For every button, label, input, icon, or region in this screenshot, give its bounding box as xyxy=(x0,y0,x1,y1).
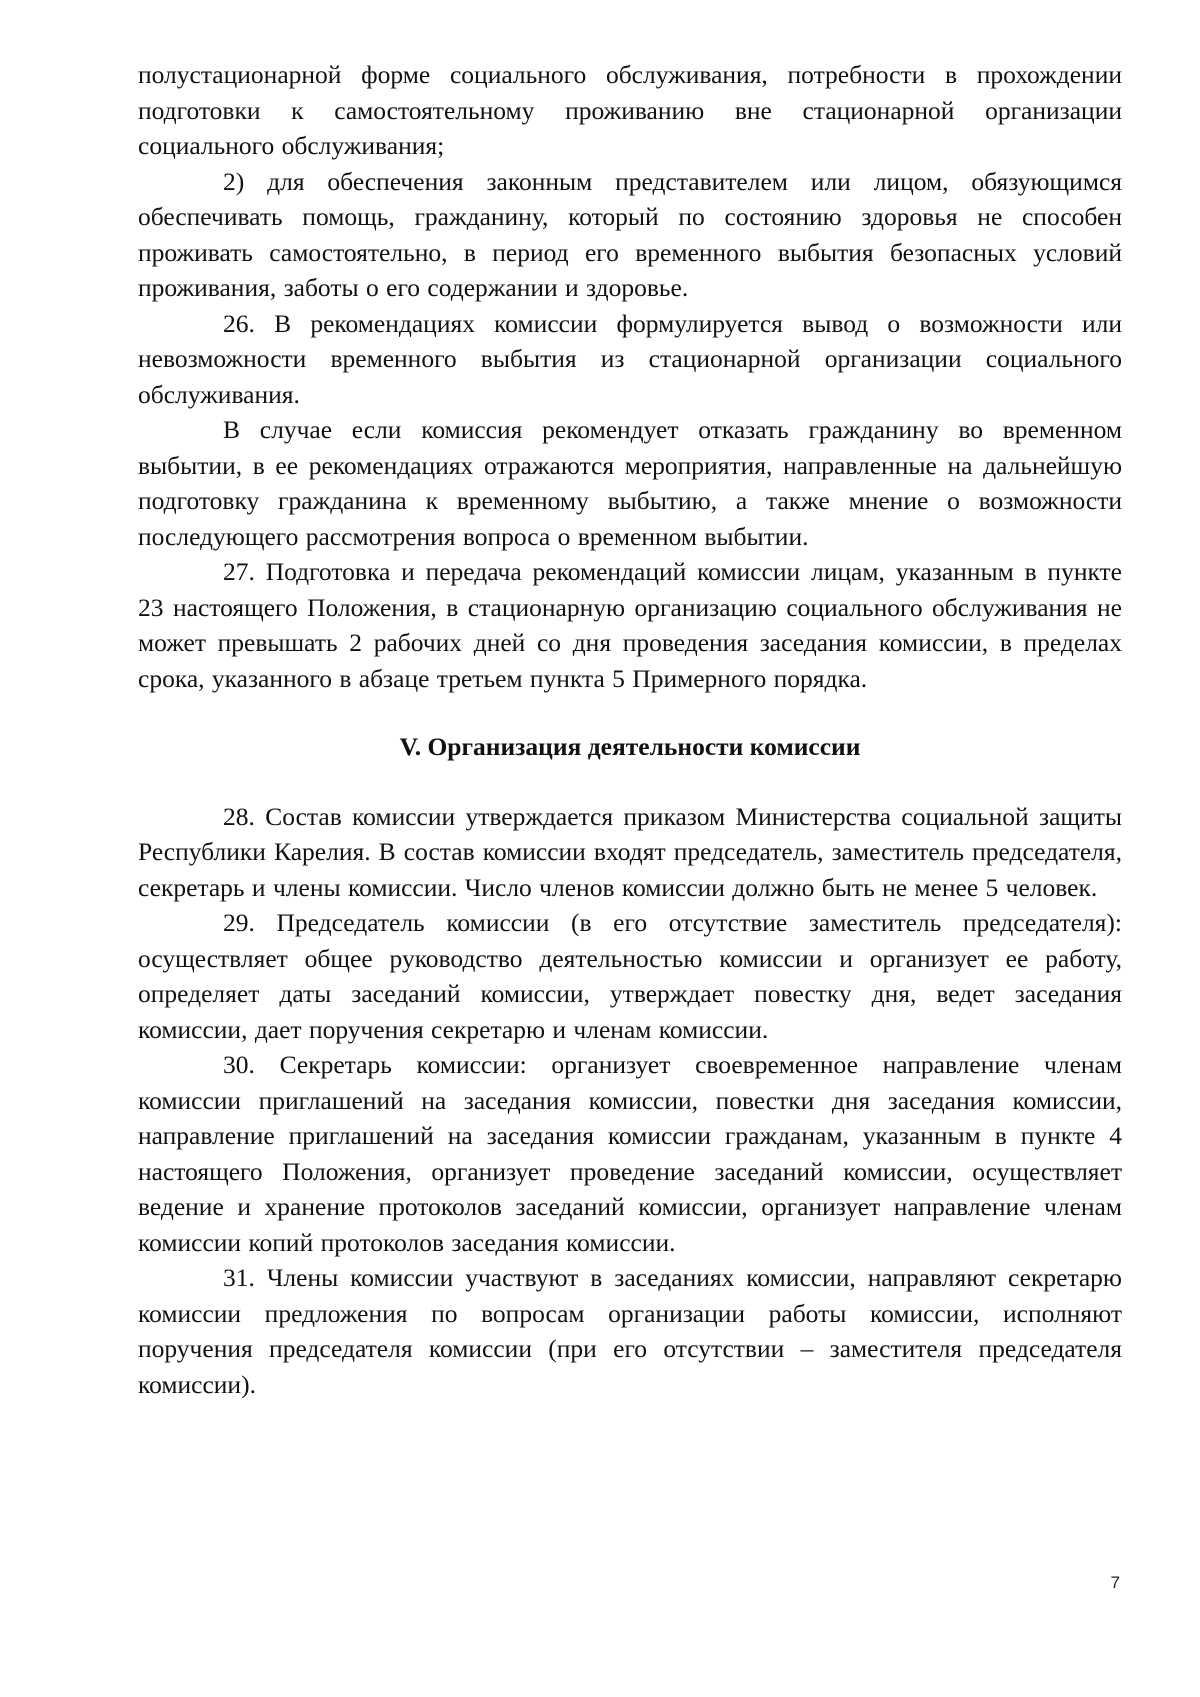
paragraph-27: 27. Подготовка и передача рекомендаций комиссии лицам, указанным в пункте 23 настоящего Положения, в стационарную организацию социального обслуживания не может превышать 2 рабочих дней со дня проведения заседания комиссии, в пределах срока, указанного в абзаце третьем пункта 5 Примерного порядка. xyxy=(138,557,1122,693)
paragraph-continuation: полустационарной форме социального обслуживания, потребности в прохождении подготовки к самостоятельному проживанию вне стационарной организации социального обслуживания; xyxy=(138,60,1122,160)
paragraph-31: 31. Члены комиссии участвуют в заседаниях комиссии, направляют секретарю комиссии предложения по вопросам организации работы комиссии, исполняют поручения председателя комиссии (при его отсутствии – заместителя председателя комиссии). xyxy=(138,1263,1122,1399)
page-number: 7 xyxy=(1110,1573,1120,1592)
paragraph-30: 30. Секретарь комиссии: организует своевременное направление членам комиссии приглашений на заседания комиссии, повестки дня заседания комиссии, направление приглашений на заседания комиссии гражданам, указанным в пункте 4 настоящего Положения, организует проведение заседаний комиссии, осуществляет ведение и хранение протоколов заседаний комиссии, организует направление членам комиссии копий протоколов заседания комиссии. xyxy=(138,1050,1122,1257)
paragraph-26-refusal: В случае если комиссия рекомендует отказать гражданину во временном выбытии, в ее рекомендациях отражаются мероприятия, направленные на дальнейшую подготовку гражданина к временному выбытию, а также мнение о возможности последующего рассмотрения вопроса о временном выбытии. xyxy=(138,415,1122,551)
spacer xyxy=(138,765,1122,799)
page-content xyxy=(138,57,1122,1402)
paragraph-29: 29. Председатель комиссии (в его отсутствие заместитель председателя): осуществляет общее руководство деятельностью комиссии и организует ее работу, определяет даты заседаний комиссии, утверждает повестку дня, ведет заседания комиссии, дает поручения секретарю и членам комиссии. xyxy=(138,908,1122,1044)
spacer xyxy=(138,696,1122,729)
paragraph-26: 26. В рекомендациях комиссии формулируется вывод о возможности или невозможности временного выбытия из стационарной организации социального обслуживания. xyxy=(138,308,1122,409)
section-heading: V. Организация деятельности комиссии xyxy=(399,732,861,761)
paragraph-item-2: 2) для обеспечения законным представителем или лицом, обязующимся обеспечивать помощь, гражданину, который по состоянию здоровья не способен проживать самостоятельно, в период его временного выбытия безопасных условий проживания, заботы о его содержании и здоровье. xyxy=(138,166,1122,302)
paragraph-28: 28. Состав комиссии утверждается приказом Министерства социальной защиты Республики Карелия. В состав комиссии входят председатель, заместитель председателя, секретарь и члены комиссии. Число членов комиссии должно быть не менее 5 человек. xyxy=(138,801,1122,902)
